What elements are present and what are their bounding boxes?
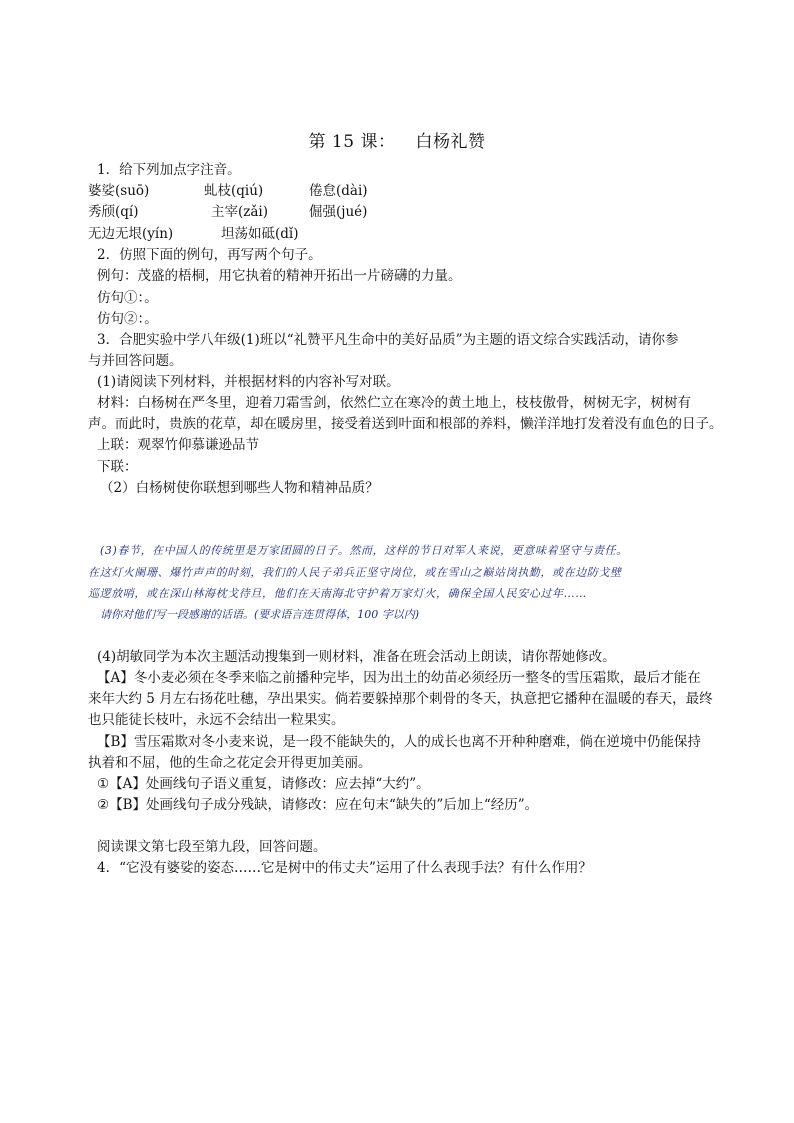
q3-material-cont: 声。而此时，贵族的花草，却在暖房里，接受着送到叶面和根部的养料，懒洋洋地打发着没有血色的日子。 xyxy=(88,416,723,432)
q4: 4．“它没有婆娑的姿态……它是树中的伟丈夫”运用了什么表现手法？有什么作用？ xyxy=(97,860,592,876)
material-b: 【B】雪压霜欺对冬小麦来说，是一段不能缺失的，人的成长也离不开种种磨难，倘在逆境中仍能保持 xyxy=(97,734,701,750)
pinyin-item: 倔强(jué) xyxy=(309,204,368,220)
lesson-name: 白杨礼赞 xyxy=(415,132,486,152)
q3-sub3-request: 请你对他们写一段感谢的话语。(要求语言连贯得体，100 字以内) xyxy=(100,608,420,621)
pinyin-item: 倦怠(dài) xyxy=(309,183,368,199)
couplet-lower: 下联： xyxy=(97,459,138,475)
pinyin-item: 秀颀(qí) xyxy=(88,204,139,220)
pinyin-item: 无边无垠(yín) xyxy=(88,226,174,242)
q1-row-1 xyxy=(88,182,368,200)
q3-sub2: （2）白杨树使你联想到哪些人物和精神品质？ xyxy=(100,480,379,496)
q2-imitation-1: 仿句①：。 xyxy=(97,290,158,306)
material-a-cont: 也只能徒长枝叶，永远不会结出一粒果实。 xyxy=(88,712,345,728)
q3-sub3-cont: 巡逻放哨，或在深山林海枕戈待旦，他们在天南海北守护着万家灯火，确保全国人民安心过年…… xyxy=(88,587,587,600)
q1-row-2 xyxy=(88,203,367,221)
lesson-number: 第 15 课： xyxy=(308,132,396,152)
pinyin-item: 坦荡如砥(dǐ) xyxy=(221,226,299,242)
q2-imitation-2: 仿句②：。 xyxy=(97,311,158,327)
q3-sub3-cont: 在这灯火阑珊、爆竹声声的时刻，我们的人民子弟兵正坚守岗位，或在雪山之巅站岗执勤，或在边防戈壁 xyxy=(88,566,622,579)
pinyin-item: 婆娑(suō) xyxy=(88,183,150,199)
material-b-cont: 执着和不屈，他的生命之花定会开得更加美丽。 xyxy=(88,755,372,771)
q3-sub4: (4)胡敏同学为本次主题活动搜集到一则材料，准备在班会活动上朗读，请你帮她修改。 xyxy=(97,649,616,665)
q2-heading: 2．仿照下面的例句，再写两个句子。 xyxy=(97,247,322,263)
page-title xyxy=(0,127,794,152)
pinyin-item: 主宰(zǎi) xyxy=(211,204,269,220)
q3-material: 材料：白杨树在严冬里，迎着刀霜雪剑，依然伫立在寒冷的黄土地上，枝枝傲骨，树树无字，树树有 xyxy=(97,395,691,411)
q3-sub1: (1)请阅读下列材料，并根据材料的内容补写对联。 xyxy=(97,374,400,390)
q3-intro-cont: 与并回答问题。 xyxy=(88,353,183,369)
fix-answer-1: ①【A】处画线句子语义重复，请修改：应去掉“大约”。 xyxy=(97,776,430,792)
q2-example: 例句：茂盛的梧桐，用它执着的精神开拓出一片磅礴的力量。 xyxy=(97,268,462,284)
q1-heading: 1．给下列加点字注音。 xyxy=(97,162,241,178)
material-a-cont: 来年大约 5 月左右扬花吐穗，孕出果实。倘若要躲掉那个刺骨的冬天，执意把它播种在温暖的春天，最终 xyxy=(88,691,713,707)
couplet-upper: 上联：观翠竹仰慕谦逊品节 xyxy=(97,437,259,453)
pinyin-item: 虬枝(qiú) xyxy=(204,183,264,199)
q3-intro: 3．合肥实验中学八年级(1)班以“礼赞平凡生命中的美好品质”为主题的语文综合实践活动，请你参 xyxy=(97,332,679,348)
material-a: 【A】冬小麦必须在冬季来临之前播种完毕，因为出土的幼苗必须经历一整冬的雪压霜欺，最后才能在 xyxy=(97,670,701,686)
reading-instruction: 阅读课文第七段至第九段，回答问题。 xyxy=(97,839,327,855)
fix-answer-2: ②【B】处画线句子成分残缺，请修改：应在句末“缺失的”后加上“经历”。 xyxy=(97,797,539,813)
q1-row-3 xyxy=(88,225,299,243)
q3-sub3: (3)春节，在中国人的传统里是万家团圆的日子。然而，这样的节日对军人来说，更意味着坚守与责任。 xyxy=(100,544,628,557)
